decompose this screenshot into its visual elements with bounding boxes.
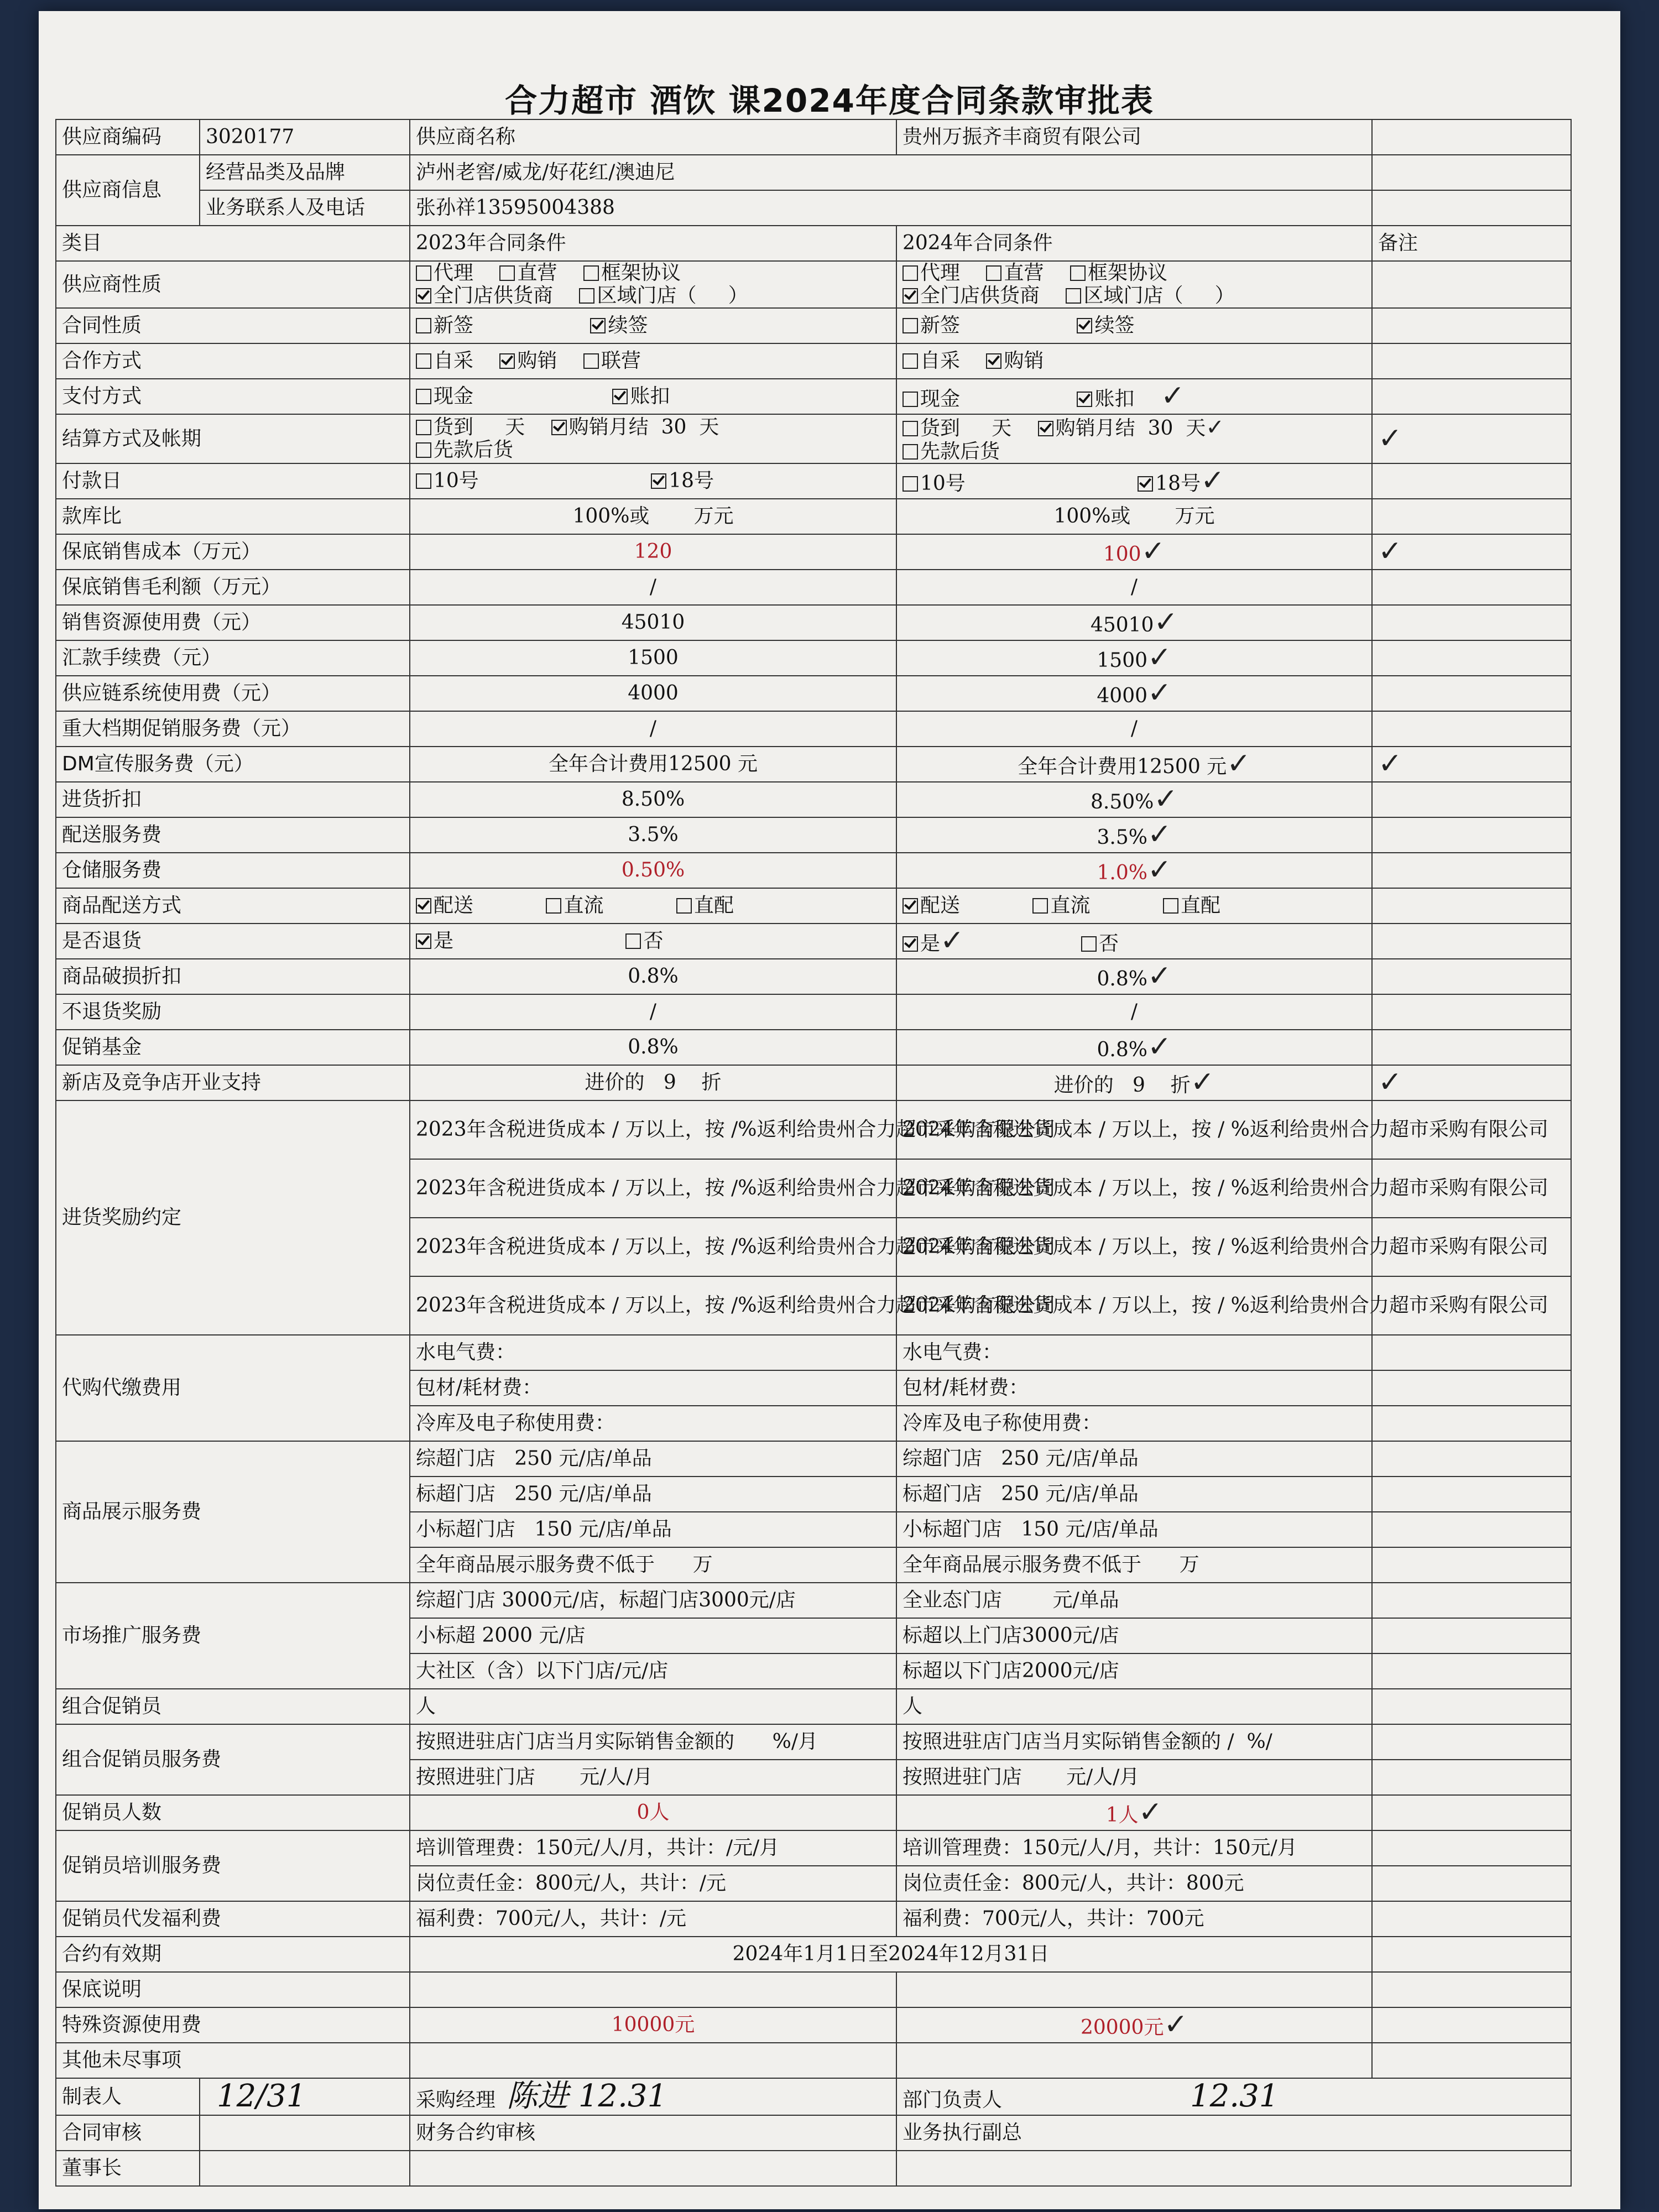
row-label: 款库比	[56, 499, 410, 534]
incentive-2024: 2024年含税进货成本 / 万以上，按 / %返利给贵州合力超市采购有限公司	[896, 1100, 1372, 1159]
page-title: 合力超市 酒饮 课2024年度合同条款审批表	[505, 82, 1154, 119]
empty-cell	[410, 2151, 896, 2186]
checkbox-checked[interactable]	[902, 898, 918, 914]
display-2024: 综超门店 250 元/店/单品	[896, 1441, 1372, 1477]
promo-fund-2023: 0.8%	[410, 1030, 896, 1065]
remarks-cell	[1372, 414, 1571, 463]
handwritten-check-mark: ✓	[1160, 379, 1185, 413]
checkbox-checked[interactable]	[590, 318, 606, 333]
supplier-code: 3020177	[200, 119, 410, 155]
display-2023: 综超门店 250 元/店/单品	[410, 1441, 896, 1477]
row-label: 商品破损折扣	[56, 959, 410, 994]
combo-staff-2024: 人	[896, 1689, 1372, 1724]
cold-storage-2024: 冷库及电子称使用费：	[896, 1406, 1372, 1441]
remarks-cell	[1372, 924, 1571, 959]
row-label: 是否退货	[56, 924, 410, 959]
row-label: 促销基金	[56, 1030, 410, 1065]
dm-fee-row	[56, 747, 1571, 782]
col-2023-header: 2023年合同条件	[410, 226, 896, 261]
row-label: 供应链系统使用费（元）	[56, 676, 410, 711]
row-label: 保底销售毛利额（万元）	[56, 570, 410, 605]
checkbox[interactable]	[902, 353, 918, 369]
column-header-row	[56, 226, 1571, 261]
checkbox-checked[interactable]	[902, 936, 918, 952]
checkbox-checked[interactable]	[551, 420, 567, 435]
supplier-code-row	[56, 119, 1571, 155]
remarks-cell	[1372, 1065, 1571, 1100]
row-label: 配送服务费	[56, 817, 410, 853]
category-row	[56, 155, 1571, 190]
storage-fee-row	[56, 853, 1571, 888]
discount-2023: 8.50%	[410, 782, 896, 817]
row-label: 其他未尽事项	[56, 2043, 410, 2078]
supplier-code-label: 供应商编码	[56, 119, 200, 155]
major-promo-2024: /	[896, 711, 1372, 747]
stock-ratio-2023: 100%或 万元	[410, 499, 896, 534]
reviewer-check-mark: ✓	[1378, 535, 1402, 568]
remit-fee-2023: 1500	[410, 640, 896, 676]
row-label: 合同性质	[56, 308, 410, 343]
row-label: 促销员代发福利费	[56, 1901, 410, 1937]
checkbox[interactable]	[902, 476, 918, 492]
remarks-cell	[1372, 1653, 1571, 1689]
combo-staff-2023: 人	[410, 1689, 896, 1724]
contract-review-row	[56, 2115, 1571, 2151]
checkbox-checked[interactable]	[416, 288, 431, 304]
welfare-fee-row	[56, 1901, 1571, 1937]
class-label: 类目	[56, 226, 410, 261]
marketing-2024: 标超以上门店3000元/店	[896, 1618, 1372, 1653]
row-label: 商品配送方式	[56, 888, 410, 924]
dm-fee-2023: 全年合计费用12500 元	[410, 747, 896, 782]
checkbox-checked[interactable]	[986, 353, 1001, 369]
settlement-2024: 货到 天 购销月结 30 天✓ 先款后货	[896, 414, 1372, 463]
incentive-2024: 2024年含税进货成本 / 万以上，按 / %返利给贵州合力超市采购有限公司	[896, 1218, 1372, 1276]
utilities-2023: 水电气费：	[410, 1335, 896, 1370]
remarks-cell	[1372, 605, 1571, 640]
remarks-cell	[1372, 747, 1571, 782]
remarks-cell	[1372, 1937, 1571, 1972]
checkbox[interactable]	[1032, 898, 1048, 914]
checkbox[interactable]	[579, 288, 594, 304]
remarks-cell	[1372, 782, 1571, 817]
guarantee-2023	[410, 1972, 896, 2007]
supplier-nature-row	[56, 261, 1571, 308]
checkbox[interactable]	[902, 421, 918, 436]
remarks-cell	[1372, 1830, 1571, 1866]
remarks-cell	[1372, 1618, 1571, 1653]
checkbox[interactable]	[499, 265, 515, 281]
remarks-cell	[1372, 308, 1571, 343]
combo-staff-row	[56, 1689, 1571, 1724]
checkbox-checked[interactable]	[902, 288, 918, 304]
promoters-2023: 0人	[410, 1795, 896, 1830]
vp-review: 业务执行副总	[896, 2115, 1571, 2151]
checkbox[interactable]	[902, 265, 918, 281]
marketing-2023: 综超门店 3000元/店，标超门店3000元/店	[410, 1583, 896, 1618]
payment-day-2024: 10号 18号✓	[896, 463, 1372, 499]
empty-cell	[1372, 119, 1571, 155]
other-row	[56, 2043, 1571, 2078]
supplier-name: 贵州万振齐丰商贸有限公司	[896, 119, 1372, 155]
combo-fee-2024: 按照进驻门店 元/人/月	[896, 1760, 1372, 1795]
incentive-2023: 2023年含税进货成本 / 万以上，按 /%返利给贵州合力超市采购有限公司	[410, 1159, 896, 1218]
checkbox[interactable]	[416, 420, 431, 435]
combo-fee-2023: 按照进驻店门店当月实际销售金额的 %/月	[410, 1724, 896, 1760]
checkbox-checked[interactable]	[416, 898, 431, 914]
new-store-2023: 进价的 9 折	[410, 1065, 896, 1100]
checkbox[interactable]	[416, 353, 431, 369]
promo-fund-row	[56, 1030, 1571, 1065]
stock-ratio-row	[56, 499, 1571, 534]
packaging-2023: 包材/耗材费：	[410, 1370, 896, 1406]
checkbox[interactable]	[546, 898, 561, 914]
marketing-2024: 标超以下门店2000元/店	[896, 1653, 1372, 1689]
category-brand-label: 经营品类及品牌	[200, 155, 410, 190]
validity-row	[56, 1937, 1571, 1972]
contact-label: 业务联系人及电话	[200, 190, 410, 226]
checkbox[interactable]	[1066, 288, 1081, 304]
discount-row	[56, 782, 1571, 817]
remarks-cell	[1372, 1724, 1571, 1760]
remarks-cell	[1372, 853, 1571, 888]
new-store-row	[56, 1065, 1571, 1100]
maker-signature: 12/31	[200, 2078, 410, 2115]
row-label: 付款日	[56, 463, 410, 499]
checkbox-checked[interactable]	[1077, 392, 1092, 407]
checkbox[interactable]	[1070, 265, 1086, 281]
row-label: 组合促销员服务费	[56, 1724, 410, 1795]
payment-day-row	[56, 463, 1571, 499]
buyer-manager-cell: 采购经理 陈进 12.31	[410, 2078, 896, 2115]
reviewer-check-mark: ✓	[1378, 1066, 1402, 1099]
checkbox[interactable]	[1081, 936, 1097, 952]
no-return-bonus-row	[56, 994, 1571, 1030]
remarks-cell	[1372, 959, 1571, 994]
promo-fund-2024: 0.8%✓	[896, 1030, 1372, 1065]
checkbox[interactable]	[625, 933, 641, 949]
row-label: 仓储服务费	[56, 853, 410, 888]
min-cost-2024: 100✓	[896, 534, 1372, 570]
guarantee-2024	[896, 1972, 1372, 2007]
chairman-row	[56, 2151, 1571, 2186]
row-label: 进货奖励约定	[56, 1100, 410, 1335]
checkbox-checked[interactable]	[651, 473, 666, 489]
reviewer-check-mark: ✓	[1378, 747, 1402, 781]
empty-cell	[200, 2115, 410, 2151]
major-promo-2023: /	[410, 711, 896, 747]
remarks-cell	[1372, 1901, 1571, 1937]
remarks-cell	[1372, 1547, 1571, 1583]
supplier-info-label: 供应商信息	[56, 155, 200, 226]
category-brand: 泸州老窖/威龙/好花红/澳迪尼	[410, 155, 1372, 190]
display-2024: 小标超门店 150 元/店/单品	[896, 1512, 1372, 1547]
contact: 张孙祥13595004388	[410, 190, 1372, 226]
promoters-2024: 1人✓	[896, 1795, 1372, 1830]
row-label: 合约有效期	[56, 1937, 410, 1972]
stock-ratio-2024: 100%或 万元	[896, 499, 1372, 534]
checkbox[interactable]	[902, 444, 918, 460]
row-label: 保底销售成本（万元）	[56, 534, 410, 570]
delivery-fee-2024: 3.5%✓	[896, 817, 1372, 853]
remarks-cell	[1372, 1583, 1571, 1618]
remarks-cell	[1372, 1866, 1571, 1901]
no-return-bonus-2023: /	[410, 994, 896, 1030]
row-label: 销售资源使用费（元）	[56, 605, 410, 640]
deposit-2024: 岗位责任金：800元/人，共计：800元	[896, 1866, 1372, 1901]
contract-nature-2023: 新签 续签	[410, 308, 896, 343]
row-label: 代购代缴费用	[56, 1335, 410, 1441]
remarks-cell	[1372, 1477, 1571, 1512]
checkbox[interactable]	[902, 392, 918, 407]
major-promo-row	[56, 711, 1571, 747]
remarks-cell	[1372, 1030, 1571, 1065]
remarks-cell	[1372, 888, 1571, 924]
resource-fee-2024: 45010✓	[896, 605, 1372, 640]
marketing-2023: 小标超 2000 元/店	[410, 1618, 896, 1653]
remarks-cell	[1372, 499, 1571, 534]
remarks-cell	[1372, 1370, 1571, 1406]
delivery-mode-2023: 配送 直流 直配	[410, 888, 896, 924]
row-label: 市场推广服务费	[56, 1583, 410, 1689]
checkbox[interactable]	[416, 265, 431, 281]
contract-approval-sheet	[39, 11, 1620, 2209]
special-2024: 20000元✓	[896, 2007, 1372, 2043]
returns-row	[56, 924, 1571, 959]
checkbox[interactable]	[416, 473, 431, 489]
marketing-2023: 大社区（含）以下门店/元/店	[410, 1653, 896, 1689]
storage-fee-2024: 1.0%✓	[896, 853, 1372, 888]
no-return-bonus-2024: /	[896, 994, 1372, 1030]
packaging-2024: 包材/耗材费：	[896, 1370, 1372, 1406]
dept-head-cell: 部门负责人 12.31	[896, 2078, 1571, 2115]
guarantee-row	[56, 1972, 1571, 2007]
remarks-cell	[1372, 1406, 1571, 1441]
empty-cell	[896, 2151, 1571, 2186]
min-margin-row	[56, 570, 1571, 605]
training-2023: 培训管理费：150元/人/月，共计：/元/月	[410, 1830, 896, 1866]
incentive-row	[56, 1100, 1571, 1159]
delivery-mode-2024: 配送 直流 直配	[896, 888, 1372, 924]
remarks-cell	[1372, 2007, 1571, 2043]
remarks-cell	[1372, 1512, 1571, 1547]
settlement-row	[56, 414, 1571, 463]
scm-fee-2023: 4000	[410, 676, 896, 711]
remarks-cell	[1372, 534, 1571, 570]
checkbox[interactable]	[1163, 898, 1178, 914]
incentive-2024: 2024年含税进货成本 / 万以上，按 / %返利给贵州合力超市采购有限公司	[896, 1276, 1372, 1335]
checkbox[interactable]	[583, 265, 599, 281]
special-2023: 10000元	[410, 2007, 896, 2043]
contract-nature-2024: 新签 续签	[896, 308, 1372, 343]
checkbox[interactable]	[416, 442, 431, 458]
row-label: 组合促销员	[56, 1689, 410, 1724]
checkbox-checked[interactable]	[1138, 476, 1153, 492]
damage-row	[56, 959, 1571, 994]
discount-2024: 8.50%✓	[896, 782, 1372, 817]
payment-method-row	[56, 379, 1571, 414]
damage-2024: 0.8%✓	[896, 959, 1372, 994]
other-2024	[896, 2043, 1372, 2078]
other-2023	[410, 2043, 896, 2078]
settlement-2023: 货到 天 购销月结 30 天 先款后货	[410, 414, 896, 463]
empty-cell	[200, 2151, 410, 2186]
row-label: 促销员培训服务费	[56, 1830, 410, 1901]
cold-storage-2023: 冷库及电子称使用费：	[410, 1406, 896, 1441]
training-fee-row	[56, 1830, 1571, 1866]
remarks-cell	[1372, 640, 1571, 676]
row-label: 不退货奖励	[56, 994, 410, 1030]
resource-fee-2023: 45010	[410, 605, 896, 640]
damage-2023: 0.8%	[410, 959, 896, 994]
row-label: 新店及竞争店开业支持	[56, 1065, 410, 1100]
returns-2023: 是 否	[410, 924, 896, 959]
remarks-cell	[1372, 1795, 1571, 1830]
checkbox[interactable]	[416, 389, 431, 404]
remarks-cell	[1372, 2043, 1571, 2078]
display-2024: 标超门店 250 元/店/单品	[896, 1477, 1372, 1512]
incentive-2023: 2023年含税进货成本 / 万以上，按 /%返利给贵州合力超市采购有限公司	[410, 1218, 896, 1276]
validity-value: 2024年1月1日至2024年12月31日	[410, 1937, 1372, 1972]
maker-row	[56, 2078, 1571, 2115]
payment-day-2023: 10号 18号	[410, 463, 896, 499]
row-label: 进货折扣	[56, 782, 410, 817]
remarks-cell	[1372, 1760, 1571, 1795]
checkbox-checked[interactable]	[612, 389, 628, 404]
checkbox[interactable]	[583, 353, 599, 369]
remarks-cell	[1372, 1335, 1571, 1370]
min-cost-row	[56, 534, 1571, 570]
remarks-header: 备注	[1372, 226, 1571, 261]
remarks-cell	[1372, 379, 1571, 414]
display-2023: 全年商品展示服务费不低于 万	[410, 1547, 896, 1583]
min-margin-2023: /	[410, 570, 896, 605]
remarks-cell	[1372, 1441, 1571, 1477]
welfare-2024: 福利费：700元/人，共计：700元	[896, 1901, 1372, 1937]
remarks-cell	[1372, 1972, 1571, 2007]
remarks-cell	[1372, 676, 1571, 711]
cooperation-2024: 自采 购销	[896, 343, 1372, 379]
cooperation-row	[56, 343, 1571, 379]
display-2023: 小标超门店 150 元/店/单品	[410, 1512, 896, 1547]
combo-fee-2023: 按照进驻门店 元/人/月	[410, 1760, 896, 1795]
delivery-fee-2023: 3.5%	[410, 817, 896, 853]
incentive-2024: 2024年含税进货成本 / 万以上，按 / %返利给贵州合力超市采购有限公司	[896, 1159, 1372, 1218]
remarks-cell	[1372, 711, 1571, 747]
row-label: 供应商性质	[56, 261, 410, 308]
row-label: 重大档期促销服务费（元）	[56, 711, 410, 747]
row-label: 保底说明	[56, 1972, 410, 2007]
payment-method-2024: 现金 账扣 ✓	[896, 379, 1372, 414]
finance-review: 财务合约审核	[410, 2115, 896, 2151]
row-label: DM宣传服务费（元）	[56, 747, 410, 782]
checkbox-checked[interactable]	[1077, 318, 1092, 333]
remarks-cell	[1372, 261, 1571, 308]
promoter-count-row	[56, 1795, 1571, 1830]
scm-fee-row	[56, 676, 1571, 711]
min-cost-2023: 120	[410, 534, 896, 570]
new-store-2024: 进价的 9 折✓	[896, 1065, 1372, 1100]
contract-nature-row	[56, 308, 1571, 343]
incentive-2023: 2023年含税进货成本 / 万以上，按 /%返利给贵州合力超市采购有限公司	[410, 1100, 896, 1159]
row-label: 商品展示服务费	[56, 1441, 410, 1583]
checkbox[interactable]	[676, 898, 692, 914]
empty-cell	[1372, 190, 1571, 226]
remarks-cell	[1372, 570, 1571, 605]
delivery-fee-row	[56, 817, 1571, 853]
remarks-cell	[1372, 343, 1571, 379]
special-fee-row	[56, 2007, 1571, 2043]
combo-fee-row	[56, 1724, 1571, 1760]
remarks-cell	[1372, 1689, 1571, 1724]
storage-fee-2023: 0.50%	[410, 853, 896, 888]
remarks-cell	[1372, 463, 1571, 499]
row-label: 支付方式	[56, 379, 410, 414]
cooperation-2023: 自采 购销 联营	[410, 343, 896, 379]
display-fee-row	[56, 1441, 1571, 1477]
checkbox[interactable]	[986, 265, 1001, 281]
marketing-2024: 全业态门店 元/单品	[896, 1583, 1372, 1618]
reviewer-check-mark: ✓	[1378, 421, 1402, 455]
remarks-cell	[1372, 817, 1571, 853]
approval-table	[55, 119, 1572, 2187]
display-2024: 全年商品展示服务费不低于 万	[896, 1547, 1372, 1583]
payment-method-2023: 现金 账扣	[410, 379, 896, 414]
training-2024: 培训管理费：150元/人/月，共计：150元/月	[896, 1830, 1372, 1866]
checkbox-checked[interactable]	[499, 353, 515, 369]
checkbox[interactable]	[902, 318, 918, 333]
dm-fee-2024: 全年合计费用12500 元✓	[896, 747, 1372, 782]
returns-2024: 是✓ 否	[896, 924, 1372, 959]
chairman-label: 董事长	[56, 2151, 200, 2186]
resource-fee-row	[56, 605, 1571, 640]
contract-review-label: 合同审核	[56, 2115, 200, 2151]
row-label: 合作方式	[56, 343, 410, 379]
remarks-cell	[1372, 994, 1571, 1030]
incentive-2023: 2023年含税进货成本 / 万以上，按 /%返利给贵州合力超市采购有限公司	[410, 1276, 896, 1335]
col-2024-header: 2024年合同条件	[896, 226, 1372, 261]
row-label: 结算方式及帐期	[56, 414, 410, 463]
utilities-2024: 水电气费：	[896, 1335, 1372, 1370]
deposit-2023: 岗位责任金：800元/人，共计：/元	[410, 1866, 896, 1901]
marketing-fee-row	[56, 1583, 1571, 1618]
display-2023: 标超门店 250 元/店/单品	[410, 1477, 896, 1512]
row-label: 汇款手续费（元）	[56, 640, 410, 676]
delivery-mode-row	[56, 888, 1571, 924]
checkbox-checked[interactable]	[416, 933, 431, 949]
proxy-fees-row	[56, 1335, 1571, 1370]
row-label: 特殊资源使用费	[56, 2007, 410, 2043]
min-margin-2024: /	[896, 570, 1372, 605]
remit-fee-2024: 1500✓	[896, 640, 1372, 676]
row-label: 促销员人数	[56, 1795, 410, 1830]
combo-fee-2024: 按照进驻店门店当月实际销售金额的 / %/	[896, 1724, 1372, 1760]
supplier-name-label: 供应商名称	[410, 119, 896, 155]
maker-label: 制表人	[56, 2078, 200, 2115]
supplier-nature-2023: 代理 直营 框架协议 全门店供货商 区域门店（ ）	[410, 261, 896, 308]
welfare-2023: 福利费：700元/人，共计：/元	[410, 1901, 896, 1937]
remit-fee-row	[56, 640, 1571, 676]
supplier-nature-2024: 代理 直营 框架协议 全门店供货商 区域门店（ ）	[896, 261, 1372, 308]
checkbox[interactable]	[416, 318, 431, 333]
scm-fee-2024: 4000✓	[896, 676, 1372, 711]
contact-row	[56, 190, 1571, 226]
empty-cell	[1372, 155, 1571, 190]
checkbox-checked[interactable]	[1038, 421, 1053, 436]
